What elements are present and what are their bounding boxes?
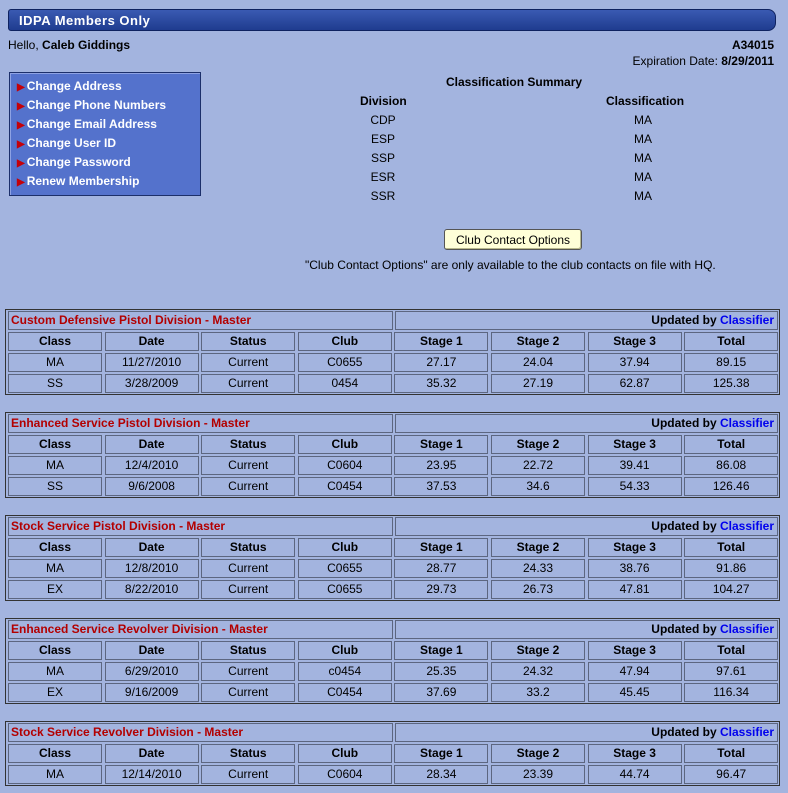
classifier-link[interactable]: Classifier: [719, 519, 774, 533]
column-header: Status: [201, 538, 295, 557]
arrow-icon: ▶: [17, 101, 25, 112]
division-table: [5, 412, 780, 498]
division-table: [5, 515, 780, 601]
column-header: Status: [201, 744, 295, 763]
member-name: Caleb Giddings: [42, 38, 131, 52]
column-header: Class: [8, 332, 102, 351]
updated-by: [395, 620, 778, 639]
column-header: Total: [684, 641, 778, 660]
table-cell: SS: [8, 374, 102, 393]
table-cell: 29.73: [394, 580, 488, 599]
table-cell: C0604: [298, 456, 392, 475]
table-row: [6, 373, 779, 394]
page-header-bar: [8, 9, 776, 31]
table-cell: 9/6/2008: [105, 477, 199, 496]
greeting: [8, 38, 130, 52]
updated-by: [395, 517, 778, 536]
table-cell: 96.47: [684, 765, 778, 784]
table-cell: 25.35: [394, 662, 488, 681]
table-cell: 24.04: [491, 353, 585, 372]
summary-row: [0, 113, 788, 132]
table-cell: Current: [201, 683, 295, 702]
table-cell: C0454: [298, 477, 392, 496]
division-name: Enhanced Service Revolver Division - Master: [8, 620, 393, 639]
column-header: Total: [684, 538, 778, 557]
column-header: Club: [298, 435, 392, 454]
column-header: Total: [684, 332, 778, 351]
column-header: Stage 2: [491, 538, 585, 557]
column-header: Status: [201, 332, 295, 351]
summary-classification: MA: [634, 189, 652, 203]
table-row: [6, 661, 779, 682]
club-contact-note: "Club Contact Options" are only available to the club contacts on file with HQ.: [305, 258, 716, 272]
table-cell: MA: [8, 456, 102, 475]
table-cell: 97.61: [684, 662, 778, 681]
table-cell: 11/27/2010: [105, 353, 199, 372]
column-header: Stage 2: [491, 641, 585, 660]
column-header: Club: [298, 641, 392, 660]
table-cell: Current: [201, 353, 295, 372]
table-cell: Current: [201, 580, 295, 599]
column-header: Status: [201, 435, 295, 454]
table-cell: 47.81: [588, 580, 682, 599]
division-header: [6, 619, 779, 640]
summary-division: ESP: [370, 132, 395, 146]
table-cell: 47.94: [588, 662, 682, 681]
summary-classification: MA: [634, 132, 652, 146]
division-header: [6, 722, 779, 743]
table-cell: 34.6: [491, 477, 585, 496]
table-cell: Current: [201, 662, 295, 681]
table-row: [6, 558, 779, 579]
column-header: Date: [105, 332, 199, 351]
expiration: [633, 54, 774, 68]
table-cell: 23.95: [394, 456, 488, 475]
summary-row: [0, 132, 788, 151]
column-header: Stage 1: [394, 538, 488, 557]
summary-division: SSR: [370, 189, 396, 203]
division-header: [6, 310, 779, 331]
column-header: Stage 3: [588, 744, 682, 763]
table-cell: 37.94: [588, 353, 682, 372]
table-cell: EX: [8, 683, 102, 702]
table-row: [6, 476, 779, 497]
member-id: A34015: [731, 38, 774, 52]
table-cell: c0454: [298, 662, 392, 681]
table-cell: 45.45: [588, 683, 682, 702]
classifier-link[interactable]: Classifier: [719, 313, 774, 327]
table-cell: 26.73: [491, 580, 585, 599]
table-cell: 12/8/2010: [105, 559, 199, 578]
arrow-icon: ▶: [17, 158, 25, 169]
column-header: Class: [8, 744, 102, 763]
column-header: Date: [105, 538, 199, 557]
column-header: Club: [298, 332, 392, 351]
table-cell: MA: [8, 353, 102, 372]
table-cell: 24.33: [491, 559, 585, 578]
table-cell: 24.32: [491, 662, 585, 681]
division-grid: [6, 331, 779, 394]
column-header: Club: [298, 744, 392, 763]
table-cell: Current: [201, 765, 295, 784]
column-header: Class: [8, 641, 102, 660]
column-header: Stage 1: [394, 332, 488, 351]
table-row: [6, 455, 779, 476]
updated-by: [395, 311, 778, 330]
table-cell: 62.87: [588, 374, 682, 393]
summary-division: CDP: [370, 113, 396, 127]
division-table: [5, 721, 780, 786]
division-name: Enhanced Service Pistol Division - Master: [8, 414, 393, 433]
table-cell: MA: [8, 559, 102, 578]
column-header: Stage 1: [394, 641, 488, 660]
updated-by-label: Updated by: [651, 725, 717, 739]
classifier-link[interactable]: Classifier: [719, 416, 774, 430]
division-table: [5, 309, 780, 395]
summary-classification: MA: [634, 151, 652, 165]
table-cell: 37.69: [394, 683, 488, 702]
division-grid: [6, 434, 779, 497]
menu-item-label: Change Email Address: [26, 117, 157, 131]
table-cell: 28.77: [394, 559, 488, 578]
division-table: [5, 618, 780, 704]
table-cell: 27.19: [491, 374, 585, 393]
table-cell: 89.15: [684, 353, 778, 372]
menu-item-change-address[interactable]: [17, 79, 200, 98]
expiration-label: Expiration Date:: [632, 54, 718, 68]
table-cell: Current: [201, 559, 295, 578]
menu-item-label: Renew Membership: [26, 174, 140, 188]
table-row: [6, 764, 779, 785]
table-cell: 12/14/2010: [105, 765, 199, 784]
arrow-icon: ▶: [17, 120, 25, 131]
table-cell: 8/22/2010: [105, 580, 199, 599]
division-grid: [6, 640, 779, 703]
column-header: Class: [8, 538, 102, 557]
division-name: Stock Service Pistol Division - Master: [8, 517, 393, 536]
table-cell: SS: [8, 477, 102, 496]
division-header: [6, 413, 779, 434]
column-header: Stage 2: [491, 435, 585, 454]
table-cell: 104.27: [684, 580, 778, 599]
column-header: Class: [8, 435, 102, 454]
page-title: IDPA Members Only: [19, 13, 151, 28]
table-cell: C0655: [298, 580, 392, 599]
table-cell: 44.74: [588, 765, 682, 784]
arrow-icon: ▶: [17, 177, 25, 188]
updated-by-label: Updated by: [651, 416, 717, 430]
division-name: Custom Defensive Pistol Division - Master: [8, 311, 393, 330]
table-cell: 38.76: [588, 559, 682, 578]
table-cell: C0604: [298, 765, 392, 784]
summary-classification: MA: [634, 170, 652, 184]
table-cell: 116.34: [684, 683, 778, 702]
classifier-link[interactable]: Classifier: [719, 725, 774, 739]
column-header: Date: [105, 641, 199, 660]
table-cell: 126.46: [684, 477, 778, 496]
table-row: [6, 579, 779, 600]
column-header: Date: [105, 744, 199, 763]
table-cell: 6/29/2010: [105, 662, 199, 681]
table-cell: C0454: [298, 683, 392, 702]
column-header: Stage 2: [491, 332, 585, 351]
summary-division-header: Division: [360, 94, 407, 108]
table-cell: 54.33: [588, 477, 682, 496]
table-cell: MA: [8, 662, 102, 681]
column-header: Stage 1: [394, 435, 488, 454]
table-cell: C0655: [298, 559, 392, 578]
column-header: Stage 3: [588, 332, 682, 351]
classification-summary-title: Classification Summary: [446, 75, 583, 89]
table-cell: 9/16/2009: [105, 683, 199, 702]
updated-by-label: Updated by: [651, 622, 717, 636]
table-cell: 91.86: [684, 559, 778, 578]
column-header: Date: [105, 435, 199, 454]
updated-by: [395, 414, 778, 433]
updated-by-label: Updated by: [651, 313, 717, 327]
column-header: Club: [298, 538, 392, 557]
column-header-row: [6, 434, 779, 455]
summary-row: [0, 189, 788, 208]
menu-item-label: Change User ID: [26, 136, 117, 150]
summary-division: SSP: [370, 151, 395, 165]
column-header: Status: [201, 641, 295, 660]
table-cell: 27.17: [394, 353, 488, 372]
menu-item-label: Change Phone Numbers: [26, 98, 167, 112]
summary-row: [0, 170, 788, 189]
table-cell: 125.38: [684, 374, 778, 393]
division-grid: [6, 743, 779, 785]
column-header: Stage 3: [588, 641, 682, 660]
summary-division: ESR: [370, 170, 396, 184]
column-header-row: [6, 537, 779, 558]
table-cell: Current: [201, 477, 295, 496]
table-row: [6, 352, 779, 373]
division-grid: [6, 537, 779, 600]
division-header: [6, 516, 779, 537]
table-cell: 33.2: [491, 683, 585, 702]
column-header: Stage 3: [588, 435, 682, 454]
column-header: Total: [684, 435, 778, 454]
column-header: Stage 3: [588, 538, 682, 557]
table-cell: 12/4/2010: [105, 456, 199, 475]
table-cell: 0454: [298, 374, 392, 393]
table-cell: Current: [201, 456, 295, 475]
table-cell: 35.32: [394, 374, 488, 393]
table-cell: Current: [201, 374, 295, 393]
column-header: Total: [684, 744, 778, 763]
summary-classification-header: Classification: [606, 94, 685, 108]
table-cell: 22.72: [491, 456, 585, 475]
column-header-row: [6, 640, 779, 661]
table-cell: EX: [8, 580, 102, 599]
arrow-icon: ▶: [17, 139, 25, 150]
table-cell: MA: [8, 765, 102, 784]
updated-by: [395, 723, 778, 742]
table-cell: 23.39: [491, 765, 585, 784]
column-header: Stage 1: [394, 744, 488, 763]
column-header-row: [6, 743, 779, 764]
table-cell: C0655: [298, 353, 392, 372]
column-header-row: [6, 331, 779, 352]
club-contact-options-button[interactable]: Club Contact Options: [444, 229, 582, 250]
menu-item-label: Change Password: [26, 155, 131, 169]
table-cell: 37.53: [394, 477, 488, 496]
summary-classification: MA: [634, 113, 652, 127]
column-header: Stage 2: [491, 744, 585, 763]
arrow-icon: ▶: [17, 82, 25, 93]
division-name: Stock Service Revolver Division - Master: [8, 723, 393, 742]
greeting-prefix: Hello,: [8, 38, 39, 52]
menu-item-label: Change Address: [26, 79, 122, 93]
table-cell: 3/28/2009: [105, 374, 199, 393]
classifier-link[interactable]: Classifier: [719, 622, 774, 636]
table-cell: 86.08: [684, 456, 778, 475]
summary-row: [0, 151, 788, 170]
updated-by-label: Updated by: [651, 519, 717, 533]
expiration-date: 8/29/2011: [721, 54, 774, 68]
table-cell: 39.41: [588, 456, 682, 475]
table-row: [6, 682, 779, 703]
table-cell: 28.34: [394, 765, 488, 784]
